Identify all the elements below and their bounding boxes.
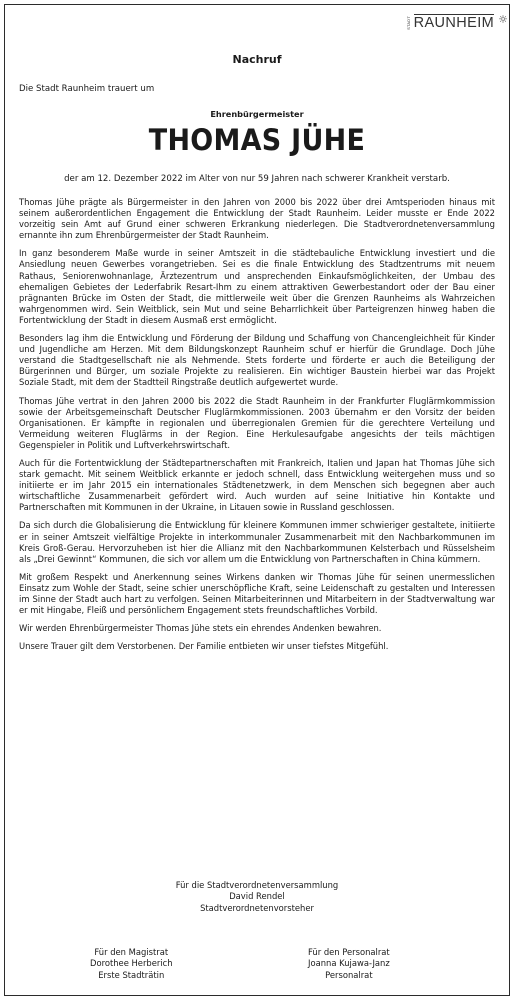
- obituary-body: [19, 197, 495, 659]
- intro-line: Die Stadt Raunheim trauert um: [19, 84, 155, 94]
- signature-org: Für den Magistrat: [94, 947, 169, 957]
- signature-role: Stadtverordnetenvorsteher: [200, 902, 314, 913]
- personalrat-signature: [308, 947, 390, 981]
- raunheim-logo: [407, 14, 508, 31]
- signature-role: Erste Stadträtin: [98, 969, 165, 980]
- paragraph: Auch für die Fortentwicklung der Städtepartnerschaften mit Frankreich, Italien und Japan hat Thomas Jühe sich stark gemacht. Mit seinem Weitblick erkannte er jedoch schnell, dass Entwicklung weitergehen muss und so initiierte er im Jahr 2015 ein internationales Städtenetzwerk, in dem Menschen sich begegnen aber auch wirtschaftliche Zusammenarbeit gefördert wird. Auch wurden auf seine Initiative hin Kontakte und Partnerschaften mit Kommunen in der Ukraine, in Litauen sowie in Russland geschlossen.: [19, 457, 495, 513]
- assembly-signature: [0, 880, 514, 914]
- paragraph: Mit großem Respekt und Anerkennung seines Wirkens danken wir Thomas Jühe für seinen unermesslichen Einsatz zum Wohle der Stadt, seine schier unerschöpfliche Kraft, seine Leidenschaft zu gestalten und Interessen im Sinne der Stadt auch hart zu verfolgen. Seinen Mitarbeiterinnen und Mitarbeitern in der Stadtverwaltung war er mit Hingabe, Fleiß und persönlichem Engagement stets freundschaftliches Vorbild.: [19, 571, 495, 616]
- paragraph: Unsere Trauer gilt dem Verstorbenen. Der Familie entbieten wir unser tiefstes Mitgefühl.: [19, 641, 389, 652]
- notice-heading: Nachruf: [232, 53, 282, 66]
- signature-name: Dorothee Herberich: [90, 958, 173, 969]
- paragraph: Besonders lag ihm die Entwicklung und Förderung der Bildung und Schaffung von Chancengleichheit für Kinder und Jugendliche am Herzen. Mit dem Bildungskonzept Raunheim schuf er hierfür die Grundlage. Doch Jühe verstand die Stadtgesellschaft nie als Nehmende. Stets forderte und förderte er auch die Beteiligung der Bürgerinnen und Bürger, um soziale Projekte zu realisieren. Ein wichtiger Baustein hierbei war das Projekt Soziale Stadt, mit dem der Stadtteil Ringstraße deutlich aufgewertet wurde.: [19, 333, 495, 388]
- signature-org: Für den Personalrat: [308, 947, 390, 957]
- magistrat-signature: [90, 947, 173, 981]
- paragraph: Thomas Jühe vertrat in den Jahren 2000 bis 2022 die Stadt Raunheim in der Frankfurter Fluglärmkommission sowie der Arbeitsgemeinschaft Deutscher Fluglärmkommissionen. 2003 übernahm er den Vorsitz der beiden Organisationen. Er kämpfte in regionalen und überregionalen Gremien für die gerechtere Verteilung und Vermeidung weiteren Fluglärms in der Region. Eine Herkulesaufgabe angesichts der teils mächtigen Gegenspieler in Politik und Luftverkehrswirtschaft.: [19, 395, 495, 450]
- logo-prefix: STADT: [405, 16, 411, 30]
- sun-emblem-icon: ☼: [498, 13, 508, 26]
- paragraph: Da sich durch die Globalisierung die Entwicklung für kleinere Kommunen immer schwieriger gestaltete, initiierte er in seiner Amtszeit vielfältige Projekte in interkommunaler Zusammenarbeit mit den Nachbarkommunen im Kreis Groß-Gerau. Hervorzuheben ist hier die Allianz mit den Nachbarkommunen Kelsterbach und Rüsselsheim als „Drei Gewinnt“ Kommunen, die sich vor allem um die Entwicklung von Partnerschaften in China kümmern.: [19, 520, 495, 564]
- signature-org: Für die Stadtverordnetenversammlung: [175, 880, 339, 890]
- logo-wordmark: RAUNHEIM: [413, 15, 495, 31]
- paragraph: In ganz besonderem Maße wurde in seiner Amtszeit in die städtebauliche Entwicklung investiert und die Ansiedlung neuen Gewerbes vorangetrieben. Sei es die finale Entwicklung des Stadtzentrums mit neuem Rathaus, Seniorenwohnanlage, Ärztezentrum und ansprechenden Einkaufsmöglichkeiten, der Umbau des ehemaligen Gebietes der Lederfabrik Resart-Ihm zu einem attraktiven Gewerbestandort oder der Bau einer prägnanten Brücke im Osten der Stadt, die mittlerweile weit über die Grenzen Raunheims als Wahrzeichen wahrgenommen wird. Sein Weitblick, sein Mut und seine Beharrlichkeit über Parteigrenzen hinweg haben die Fortentwicklung der Stadt in diesem Ausmaß erst ermöglicht.: [19, 248, 495, 325]
- signature-role: Personalrat: [325, 969, 373, 980]
- paragraph: Thomas Jühe prägte als Bürgermeister in den Jahren von 2000 bis 2022 über drei Amtsperioden hinaus mit seinem außerordentlichen Engagement die Entwicklung der Stadt Raunheim. Leider musste er Ende 2022 vorzeitig sein Amt auf Grund einer schweren Erkrankung niederlegen. Die Stadtverordnetenversammlung ernannte ihn zum Ehrenbürgermeister der Stadt Raunheim.: [19, 197, 495, 241]
- deceased-name: THOMAS JÜHE: [148, 123, 366, 157]
- paragraph: Wir werden Ehrenbürgermeister Thomas Jühe stets ein ehrendes Andenken bewahren.: [19, 623, 382, 634]
- signature-name: David Rendel: [229, 891, 285, 902]
- death-line: der am 12. Dezember 2022 im Alter von nur 59 Jahren nach schwerer Krankheit verstarb.: [64, 174, 450, 184]
- signature-name: Joanna Kujawa-Janz: [308, 958, 390, 969]
- honorary-title: Ehrenbürgermeister: [210, 109, 304, 119]
